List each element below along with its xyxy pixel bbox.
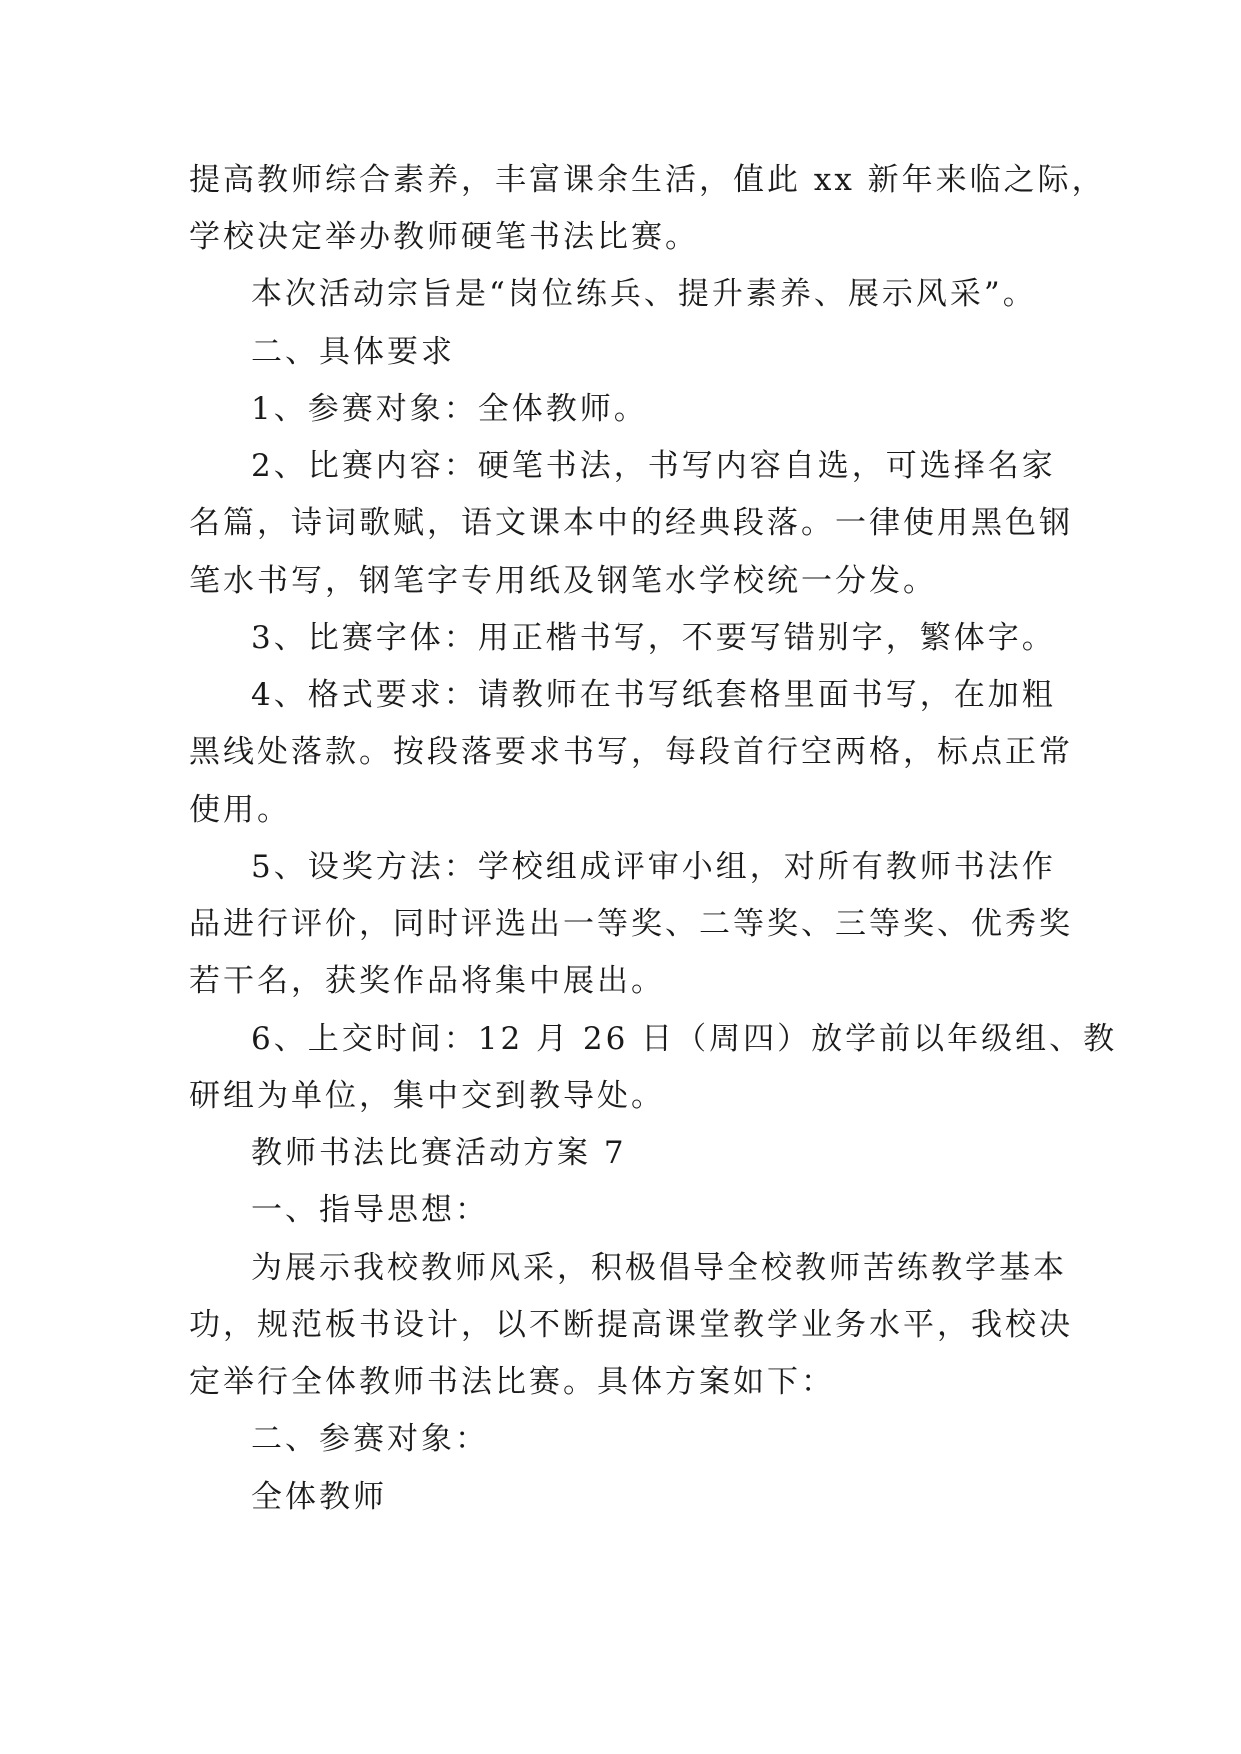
text-line: 使用。 (189, 792, 291, 828)
text-line: 品进行评价，同时评选出一等奖、二等奖、三等奖、优秀奖 (189, 906, 1073, 942)
text-line: 研组为单位，集中交到教导处。 (189, 1078, 665, 1114)
text-line: 黑线处落款。按段落要求书写，每段首行空两格，标点正常 (189, 734, 1073, 770)
text-line: 提高教师综合素养，丰富课余生活，值此 xx 新年来临之际， (189, 162, 1106, 198)
text-line: 4、格式要求：请教师在书写纸套格里面书写，在加粗 (251, 677, 1056, 713)
text-line: 功，规范板书设计，以不断提高课堂教学业务水平，我校决 (189, 1307, 1073, 1343)
section-heading: 一、指导思想： (251, 1192, 489, 1228)
text-line: 6、上交时间：12 月 26 日（周四）放学前以年级组、教 (251, 1021, 1118, 1057)
text-line: 1、参赛对象：全体教师。 (251, 391, 648, 427)
text-line: 全体教师 (251, 1479, 387, 1515)
section-heading: 二、参赛对象： (251, 1421, 489, 1457)
text-line: 3、比赛字体：用正楷书写，不要写错别字，繁体字。 (251, 620, 1056, 656)
text-line: 名篇，诗词歌赋，语文课本中的经典段落。一律使用黑色钢 (189, 505, 1073, 541)
text-line: 定举行全体教师书法比赛。具体方案如下： (189, 1364, 835, 1400)
document-subtitle: 教师书法比赛活动方案 7 (251, 1135, 627, 1171)
text-line: 2、比赛内容：硬笔书法，书写内容自选，可选择名家 (251, 448, 1056, 484)
text-line: 笔水书写，钢笔字专用纸及钢笔水学校统一分发。 (189, 563, 937, 599)
text-line: 若干名，获奖作品将集中展出。 (189, 963, 665, 999)
text-line: 5、设奖方法：学校组成评审小组，对所有教师书法作 (251, 849, 1056, 885)
text-line: 为展示我校教师风采，积极倡导全校教师苦练教学基本 (251, 1250, 1067, 1286)
section-heading: 二、具体要求 (251, 334, 455, 370)
text-line: 本次活动宗旨是“岗位练兵、提升素养、展示风采”。 (251, 276, 1037, 312)
text-line: 学校决定举办教师硬笔书法比赛。 (189, 219, 699, 255)
